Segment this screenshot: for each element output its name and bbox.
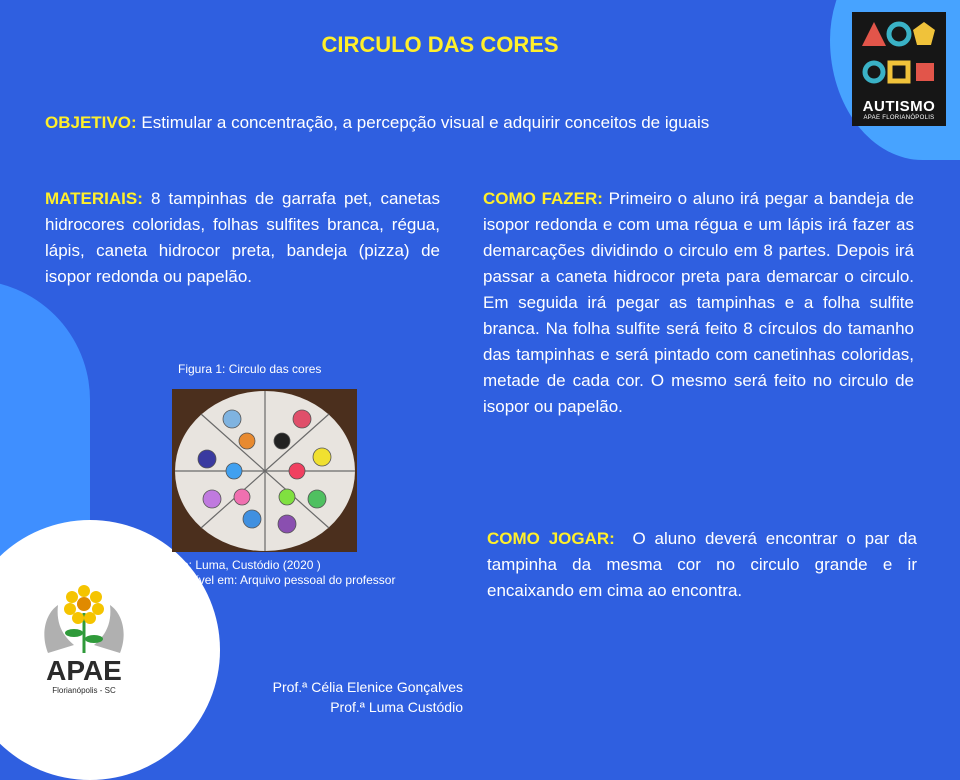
color-circle-photo-icon xyxy=(172,389,357,552)
apae-logo xyxy=(38,583,130,698)
apae-flower-icon xyxy=(38,583,130,657)
figure-caption: Figura 1: Circulo das cores xyxy=(178,362,322,376)
objetivo-paragraph xyxy=(45,110,790,136)
materiais-paragraph xyxy=(45,186,440,290)
page-title: CIRCULO DAS CORES xyxy=(321,32,559,57)
objetivo-label: OBJETIVO: xyxy=(45,113,137,132)
credit-line-1: Prof.ª Célia Elenice Gonçalves xyxy=(272,679,463,695)
objetivo-text: Estimular a concentração, a percepção visual e adquirir conceitos de iguais xyxy=(141,113,710,132)
apae-logo-name: APAE xyxy=(46,655,122,686)
figure-source xyxy=(158,558,395,588)
apae-logo-city: Florianópolis - SC xyxy=(52,686,116,695)
como-jogar-label: COMO JOGAR: xyxy=(487,529,615,548)
figure-fonte: Fonte: Luma, Custódio (2020 ) xyxy=(158,558,321,572)
materiais-text: 8 tampinhas de garrafa pet, canetas hidrocores coloridas, folhas sulfites branca, régua, lápis, caneta hidrocor preta, bandeja (pizza) de isopor redonda ou papelão. xyxy=(45,189,440,286)
como-jogar-text: O aluno deverá encontrar o par da tampinha da mesma cor no circulo grande e ir encaixando em cima ao encontra. xyxy=(487,529,917,600)
autism-logo-sub: APAE FLORIANÓPOLIS xyxy=(863,115,935,121)
como-fazer-paragraph xyxy=(483,186,914,420)
figure-disponivel: Disponível em: Arquivo pessoal do professor xyxy=(158,573,396,587)
credit-line-2: Prof.ª Luma Custódio xyxy=(330,699,463,715)
como-fazer-label: COMO FAZER: xyxy=(483,189,603,208)
autism-logo xyxy=(852,12,946,126)
figure-image xyxy=(172,389,357,552)
autism-logo-label: AUTISMO xyxy=(862,98,936,115)
como-fazer-text: Primeiro o aluno irá pegar a bandeja de isopor redonda e com uma régua e um lápis irá fazer as demarcações dividindo o circulo em 8 partes. Depois irá passar a caneta hidrocor preta para demarcar o circulo. Em seguida irá pegar as tampinhas e a folha sulfite branca. Na folha sulfite será feito 8 círculos do tamanho das tampinhas e será pintado com canetinhas coloridas, metade de cada cor. O mesmo será feito no circulo de isopor ou papelão. xyxy=(483,189,914,416)
credits xyxy=(230,677,463,717)
como-jogar-paragraph xyxy=(487,526,917,604)
materiais-label: MATERIAIS: xyxy=(45,189,143,208)
